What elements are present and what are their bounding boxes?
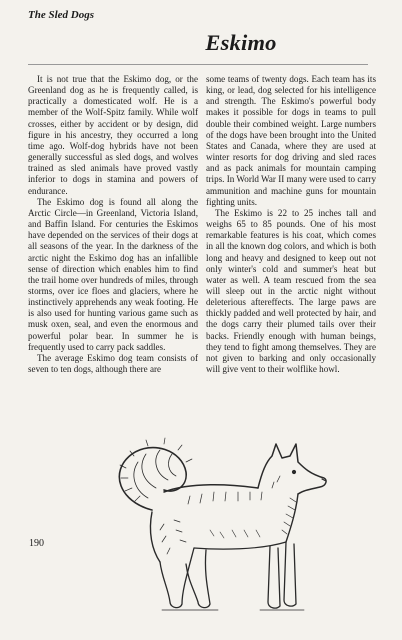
left-column [28, 74, 198, 375]
running-head: The Sled Dogs [28, 9, 94, 21]
paragraph: It is not true that the Eskimo dog, or the Greenland dog as he is frequently called, is practically a domesticated wolf. He is a member of the Wolf-Spitz family. While wolf crosses, either by accident or by design, did figure in his ancestry, they occurred a long time ago. Wolf-dog hybrids have not been generally successful as sled dogs, and wolves trained as sled animals have proved vastly inferior to dogs in stamina and powers of endurance. [28, 74, 198, 196]
paragraph: The average Eskimo dog team consists of seven to ten dogs, although there are [28, 352, 198, 375]
eskimo-dog-illustration [90, 432, 340, 622]
title-rule [28, 64, 368, 65]
right-column [206, 74, 376, 375]
paragraph: some teams of twenty dogs. Each team has its king, or lead, dog selected for his intelligence and strength. The Eskimo's powerful body makes it possible for dogs in teams to pull double their combined weight. Large numbers of the dogs have been brought into the United States and Canada, where they are used at winter resorts for dog driving and sled races and as pack animals for mountain camping trips. In World War II many were used to carry ammunition and machine guns for mountain fighting units. [206, 74, 376, 207]
page-number: 190 [29, 538, 44, 549]
paragraph: The Eskimo is 22 to 25 inches tall and weighs 65 to 85 pounds. One of his most remarkable features is his coat, which comes in all the known dog colors, and which is both long and heavy and designed to keep out not only winter's cold and summer's heat but water as well. A team rescued from the sea will sleep out in the arctic night without deleterious aftereffects. The large paws are thickly padded and well protected by hair, and the dogs carry their plumed tails over their backs. Friendly enough with human beings, they tend to fight among themselves. They are not given to barking and only occasionally will give vent to their wolflike howl. [206, 207, 376, 375]
paragraph: The Eskimo dog is found all along the Arctic Circle—in Greenland, Victoria Island, and Baffin Island. For centuries the Eskimos have depended on the services of their dogs at all seasons of the year. In the darkness of the arctic night the Eskimo dog has an infallible sense of direction which enables him to find the trail home over hundreds of miles, through storms, over ice floes and glaciers, where he instinctively apprehends any weak footing. He is also used for hunting various game such as musk oxen, seal, and even the enormous and powerful polar bear. In summer he is frequently used to carry pack saddles. [28, 196, 198, 352]
page-title: Eskimo [205, 30, 277, 55]
